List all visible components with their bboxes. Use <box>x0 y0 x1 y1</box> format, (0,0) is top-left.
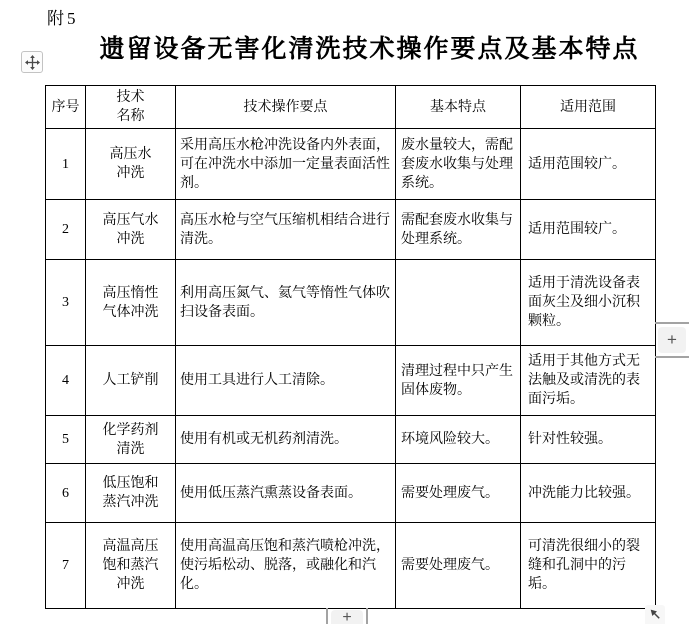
column-header-tech-name: 技术 名称 <box>86 86 176 129</box>
page-title: 遗留设备无害化清洗技术操作要点及基本特点 <box>99 36 640 63</box>
table-row <box>46 464 656 523</box>
cell-tech-name: 低压饱和 蒸汽冲洗 <box>86 464 176 523</box>
table-row <box>46 346 656 416</box>
column-header-basic-features: 基本特点 <box>396 86 521 129</box>
zoom-in-button[interactable]: + <box>658 327 686 353</box>
cell-operation: 使用高温高压饱和蒸汽喷枪冲洗，使污垢松动、脱落，或融化和汽化。 <box>176 523 396 609</box>
table-move-handle[interactable] <box>21 51 43 73</box>
table-row <box>46 129 656 200</box>
table-resize-handle[interactable] <box>645 605 665 624</box>
table-row <box>46 200 656 260</box>
table-header-row <box>46 86 656 129</box>
cell-operation: 高压水枪与空气压缩机相结合进行清洗。 <box>176 200 396 260</box>
cell-index: 3 <box>46 260 86 346</box>
cell-feature: 环境风险较大。 <box>396 416 521 464</box>
move-icon <box>25 55 40 70</box>
cell-operation: 使用有机或无机药剂清洗。 <box>176 416 396 464</box>
cell-feature: 废水量较大，需配套废水收集与处理系统。 <box>396 129 521 200</box>
cell-index: 7 <box>46 523 86 609</box>
cell-scope: 适用范围较广。 <box>521 129 656 200</box>
cell-scope: 冲洗能力比较强。 <box>521 464 656 523</box>
cell-scope: 针对性较强。 <box>521 416 656 464</box>
cell-operation: 使用低压蒸汽熏蒸设备表面。 <box>176 464 396 523</box>
cell-operation: 使用工具进行人工清除。 <box>176 346 396 416</box>
column-header-scope: 适用范围 <box>521 86 656 129</box>
cell-feature: 需配套废水收集与处理系统。 <box>396 200 521 260</box>
cell-tech-name: 高温高压 饱和蒸汽 冲洗 <box>86 523 176 609</box>
right-scroll-widget <box>652 322 692 358</box>
cell-index: 4 <box>46 346 86 416</box>
cell-index: 2 <box>46 200 86 260</box>
cell-index: 1 <box>46 129 86 200</box>
bottom-scroll-widget <box>326 608 368 624</box>
cell-tech-name: 化学药剂 清洗 <box>86 416 176 464</box>
cell-operation: 采用高压水枪冲洗设备内外表面，可在冲洗水中添加一定量表面活性剂。 <box>176 129 396 200</box>
cleaning-technology-table <box>45 85 656 609</box>
nw-resize-arrow-icon <box>649 608 662 621</box>
cell-feature: 需要处理废气。 <box>396 464 521 523</box>
cell-tech-name: 高压气水 冲洗 <box>86 200 176 260</box>
cell-feature: 清理过程中只产生固体废物。 <box>396 346 521 416</box>
cell-tech-name: 高压惰性 气体冲洗 <box>86 260 176 346</box>
cell-index: 6 <box>46 464 86 523</box>
column-header-index: 序号 <box>46 86 86 129</box>
table-row <box>46 416 656 464</box>
scroll-divider-line <box>366 608 368 624</box>
scroll-divider-line <box>655 356 689 358</box>
cell-feature <box>396 260 521 346</box>
table-row <box>46 260 656 346</box>
cell-scope: 适用于其他方式无法触及或清洗的表面污垢。 <box>521 346 656 416</box>
column-header-operation-points: 技术操作要点 <box>176 86 396 129</box>
attachment-label: 附5 <box>47 9 79 28</box>
cell-tech-name: 人工铲削 <box>86 346 176 416</box>
scroll-divider-line <box>655 322 689 324</box>
cell-scope: 适用范围较广。 <box>521 200 656 260</box>
scroll-divider-line <box>326 608 328 624</box>
cell-scope: 适用于清洗设备表面灰尘及细小沉积颗粒。 <box>521 260 656 346</box>
zoom-in-button[interactable]: + <box>331 610 363 624</box>
cell-scope: 可清洗很细小的裂缝和孔洞中的污垢。 <box>521 523 656 609</box>
cell-operation: 利用高压氮气、氦气等惰性气体吹扫设备表面。 <box>176 260 396 346</box>
table-row <box>46 523 656 609</box>
cell-feature: 需要处理废气。 <box>396 523 521 609</box>
cell-tech-name: 高压水 冲洗 <box>86 129 176 200</box>
cell-index: 5 <box>46 416 86 464</box>
